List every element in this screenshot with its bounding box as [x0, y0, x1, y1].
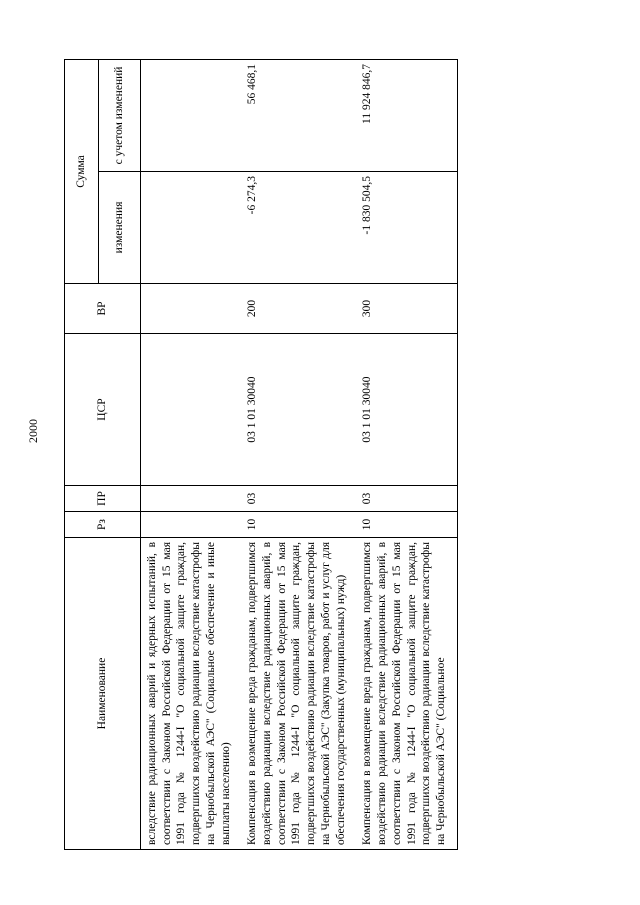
header-sum: Сумма: [65, 59, 99, 283]
row-changes: [141, 172, 242, 284]
row-with-changes: 11 924 846,7: [356, 59, 457, 171]
row-changes: -6 274,3: [241, 172, 356, 284]
row-with-changes: [141, 59, 242, 171]
row-csr: [141, 334, 242, 486]
row-pr: 03: [241, 486, 356, 512]
header-name: Наименование: [65, 538, 141, 850]
row-vr: [141, 284, 242, 334]
table-row: [141, 59, 242, 849]
row-pr: [141, 486, 242, 512]
row-name: вследствие радиационных аварий и ядерных испытаний, в соответствии с Законом Российской Федерации от 15 мая 1991 года № 1244-I "О социальной защите граждан, подвергшихся воздействию радиации вследствие катастрофы на Чернобыльской АЭС" (Социальное обеспечение и иные выплаты населению): [141, 538, 242, 850]
row-vr: 300: [356, 284, 457, 334]
row-changes: -1 830 504,5: [356, 172, 457, 284]
header-rz: Рз: [65, 512, 141, 538]
header-vr: ВР: [65, 284, 141, 334]
row-csr: 03 1 01 30040: [356, 334, 457, 486]
row-name: Компенсация в возмещение вреда гражданам, подвергшимся воздействию радиации вследствие радиационных аварий, в соответствии с Законом Российской Федерации от 15 мая 1991 года № 1244-I "О социальной защите граждан, подвергшихся воздействию радиации вследствие катастрофы на Чернобыльской АЭС" (Закупка товаров, работ и услуг для обеспечения государственных (муниципальных) нужд): [241, 538, 356, 850]
header-changes: изменения: [99, 172, 141, 284]
header-csr: ЦСР: [65, 334, 141, 486]
row-rz: [141, 512, 242, 538]
header-with-changes: с учетом изменений: [99, 59, 141, 171]
row-with-changes: 56 468,1: [241, 59, 356, 171]
row-name: Компенсация в возмещение вреда гражданам, подвергшимся воздействию радиации вследствие радиационных аварий, в соответствии с Законом Российской Федерации от 15 мая 1991 года № 1244-I "О социальной защите граждан, подвергшихся воздействию радиации вследствие катастрофы на Чернобыльской АЭС" (Социальное: [356, 538, 457, 850]
row-rz: 10: [356, 512, 457, 538]
row-pr: 03: [356, 486, 457, 512]
table-row: [356, 59, 457, 849]
header-pr: ПР: [65, 486, 141, 512]
budget-table-sheet: [64, 60, 579, 850]
page-number: 2000: [26, 419, 40, 443]
budget-table: [64, 59, 458, 850]
table-row: [241, 59, 356, 849]
row-csr: 03 1 01 30040: [241, 334, 356, 486]
row-rz: 10: [241, 512, 356, 538]
row-vr: 200: [241, 284, 356, 334]
